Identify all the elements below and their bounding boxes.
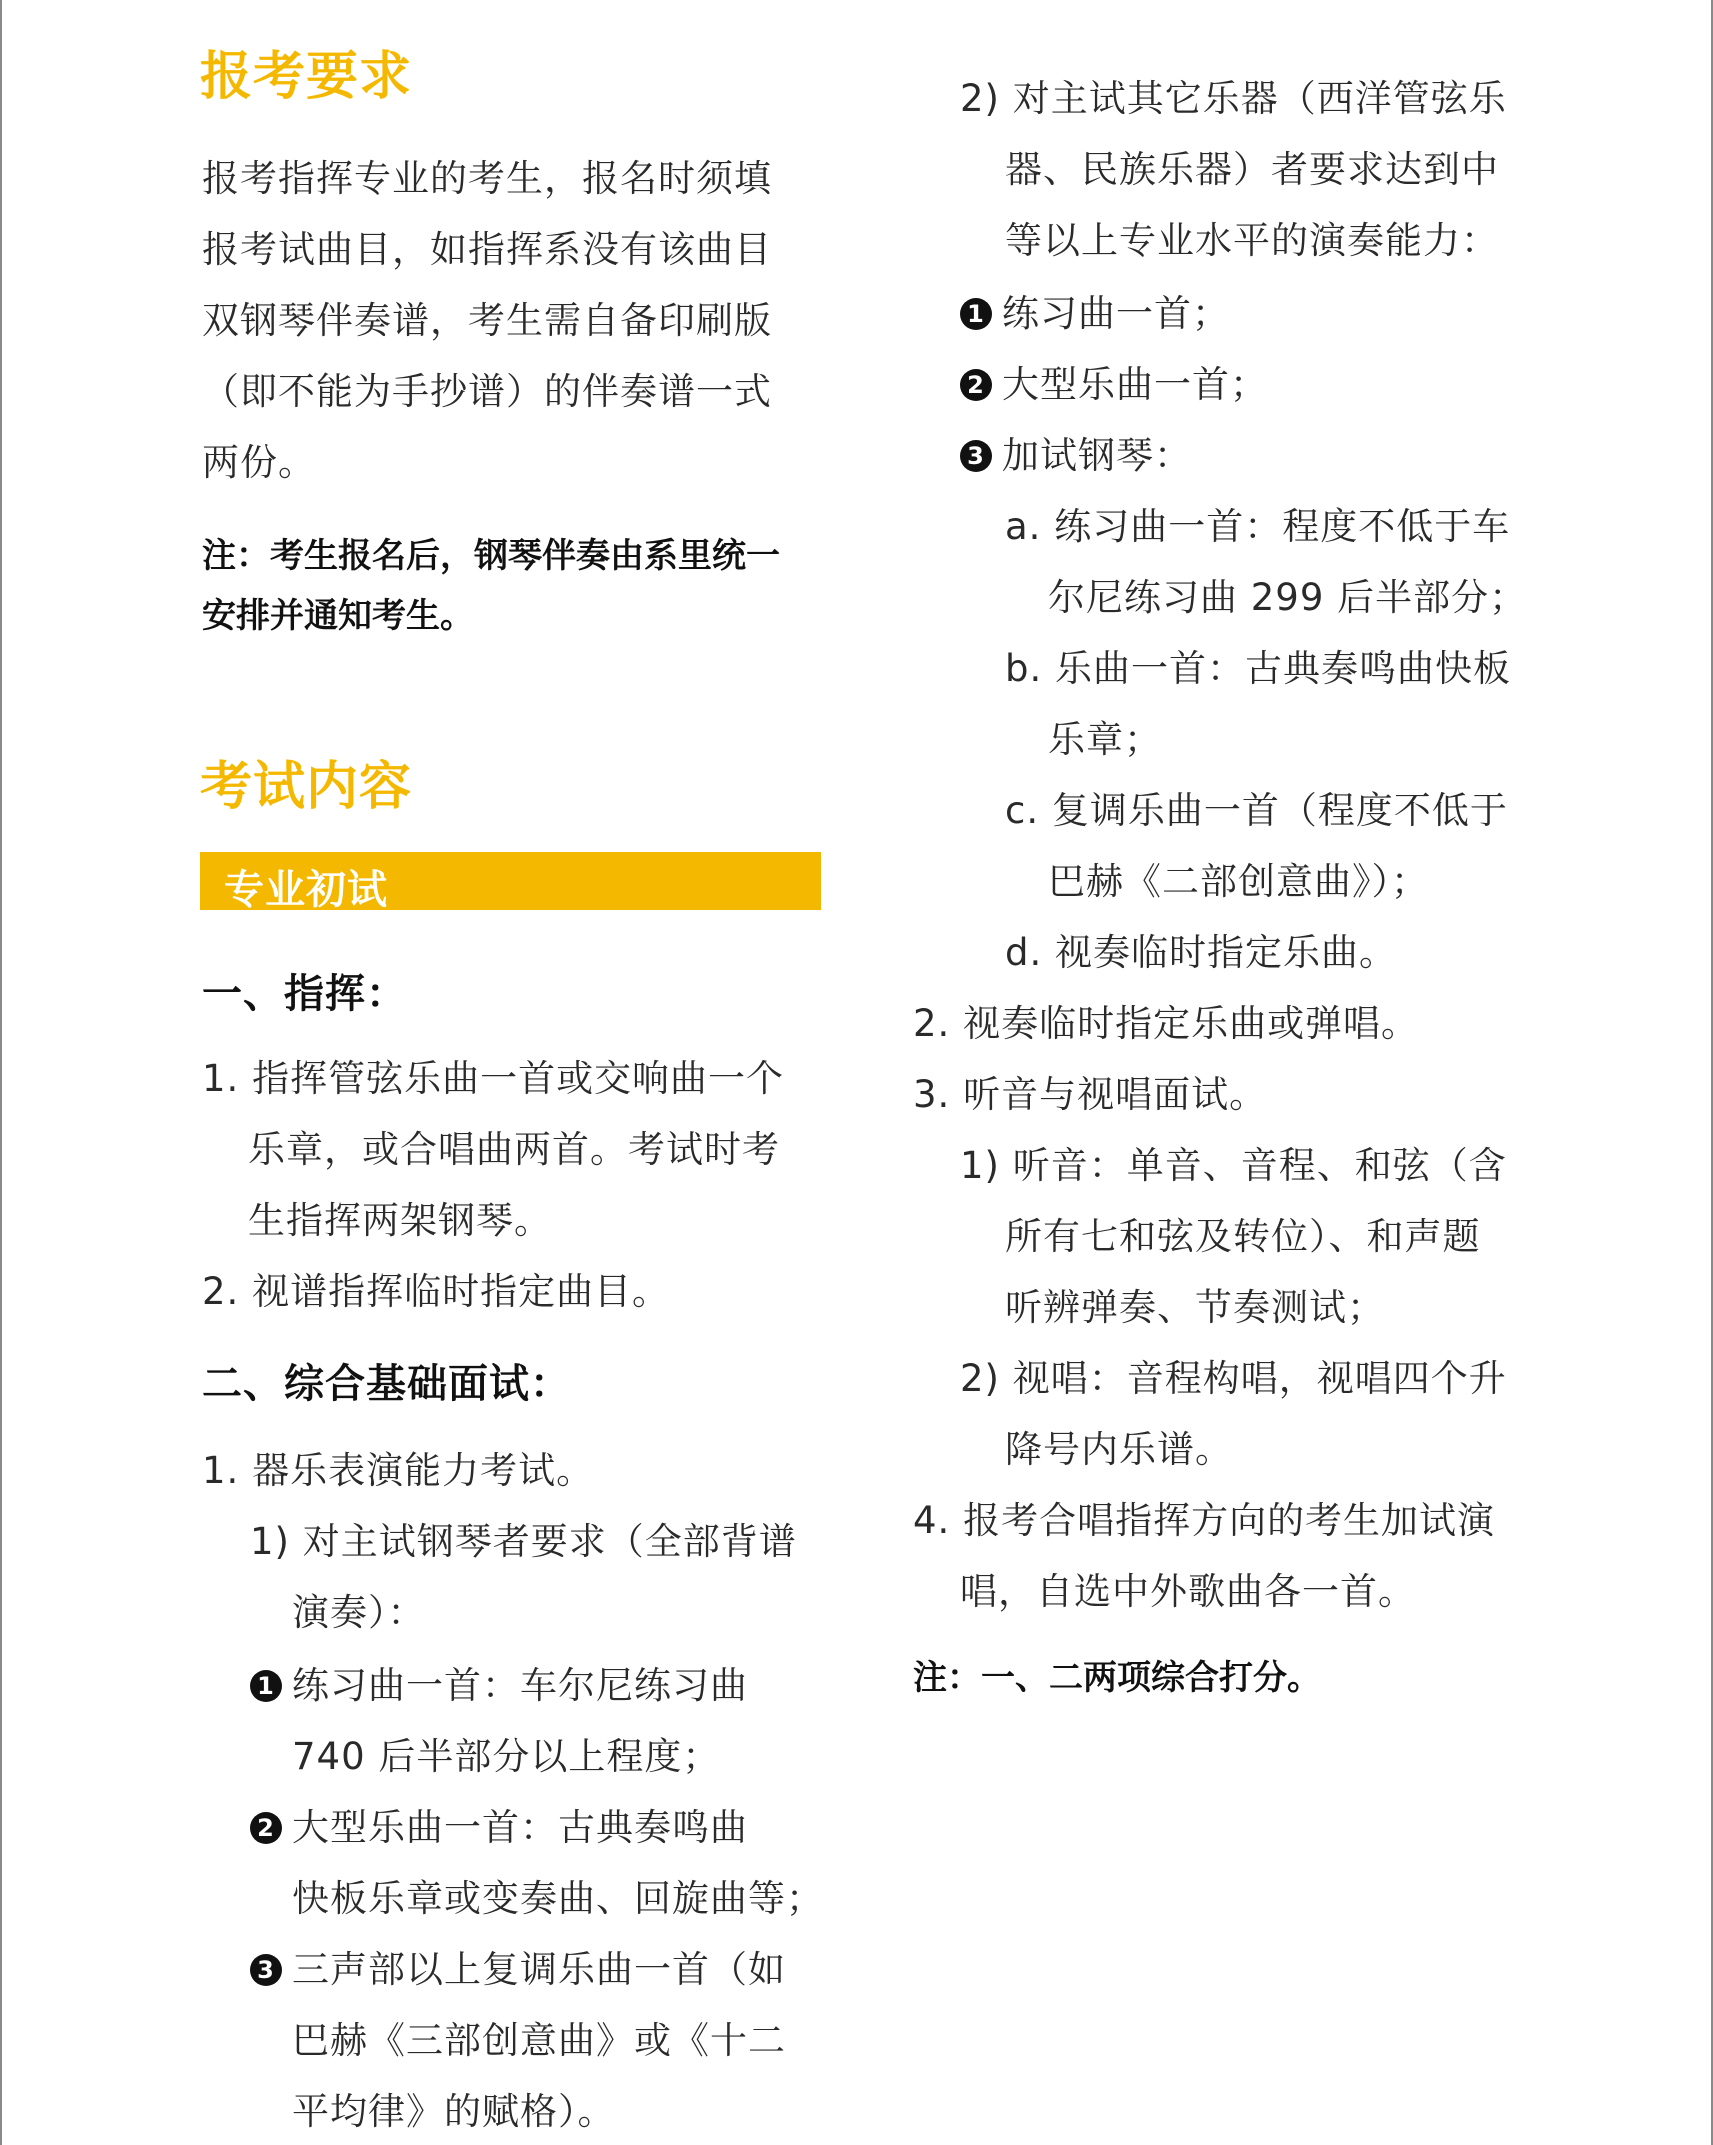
piano-requirement-line-1: 1) 对主试钢琴者要求（全部背谱 — [250, 1520, 797, 1563]
scoring-note: 注：一、二两项综合打分。 — [913, 1658, 1321, 1698]
piano-extra-b-line-1: b. 乐曲一首：古典奏鸣曲快板 — [1005, 647, 1512, 690]
piano-item-3-line-1: 3 三声部以上复调乐曲一首（如 — [250, 1939, 786, 1993]
other-instrument-line-3: 等以上专业水平的演奏能力： — [1005, 219, 1499, 262]
requirements-line-3: 双钢琴伴奏谱，考生需自备印刷版 — [202, 299, 772, 342]
requirements-note-line-1: 注：考生报名后，钢琴伴奏由系里统一 — [202, 536, 780, 576]
page-left-edge — [0, 0, 2, 2145]
banner-preliminary-label: 专业初试 — [224, 867, 388, 913]
piano-item-1-line-1: 1 练习曲一首：车尔尼练习曲 — [250, 1655, 748, 1709]
piano-extra-b-line-2: 乐章； — [1048, 718, 1162, 761]
conducting-item-2: 2. 视谱指挥临时指定曲目。 — [202, 1270, 671, 1313]
piano-item-3-line-2: 巴赫《三部创意曲》或《十二 — [292, 2019, 786, 2062]
comprehensive-item-2: 2. 视奏临时指定乐曲或弹唱。 — [913, 1002, 1420, 1045]
conducting-item-1-line-3: 生指挥两架钢琴。 — [248, 1199, 552, 1242]
sight-singing-line-1: 2) 视唱：音程构唱，视唱四个升 — [960, 1357, 1507, 1400]
number-one-icon: 1 — [960, 298, 992, 330]
number-two-icon: 2 — [250, 1812, 282, 1844]
ear-training-line-2: 所有七和弦及转位）、和声题 — [1005, 1215, 1481, 1258]
comprehensive-item-3: 3. 听音与视唱面试。 — [913, 1073, 1268, 1116]
ear-training-line-3: 听辨弹奏、节奏测试； — [1005, 1286, 1385, 1329]
requirements-line-2: 报考试曲目，如指挥系没有该曲目 — [202, 228, 772, 271]
requirements-line-5: 两份。 — [202, 441, 316, 484]
comprehensive-item-1: 1. 器乐表演能力考试。 — [202, 1449, 595, 1492]
other-instrument-line-2: 器、民族乐器）者要求达到中 — [1005, 148, 1499, 191]
comprehensive-item-4-line-2: 唱，自选中外歌曲各一首。 — [960, 1570, 1416, 1613]
section-title-requirements: 报考要求 — [200, 47, 413, 107]
number-one-icon: 1 — [250, 1670, 282, 1702]
conducting-item-1-line-1: 1. 指挥管弦乐曲一首或交响曲一个 — [202, 1057, 785, 1100]
piano-extra-a-line-2: 尔尼练习曲 299 后半部分； — [1048, 576, 1528, 619]
other-instrument-line-1: 2) 对主试其它乐器（西洋管弦乐 — [960, 77, 1507, 120]
number-two-icon: 2 — [960, 369, 992, 401]
piano-item-2-line-2: 快板乐章或变奏曲、回旋曲等； — [292, 1877, 824, 1920]
number-three-icon: 3 — [250, 1954, 282, 1986]
piano-extra-c-line-2: 巴赫《二部创意曲》）； — [1048, 860, 1429, 903]
piano-extra-d: d. 视奏临时指定乐曲。 — [1005, 931, 1398, 974]
requirements-note-line-2: 安排并通知考生。 — [202, 596, 474, 636]
heading-comprehensive: 二、综合基础面试： — [202, 1361, 571, 1407]
conducting-item-1-line-2: 乐章，或合唱曲两首。考试时考 — [248, 1128, 780, 1171]
piano-extra-a-line-1: a. 练习曲一首：程度不低于车 — [1005, 505, 1511, 548]
requirements-line-4: （即不能为手抄谱）的伴奏谱一式 — [202, 370, 772, 413]
instrument-item-2: 2 大型乐曲一首； — [960, 354, 1268, 408]
piano-item-2-line-1: 2 大型乐曲一首：古典奏鸣曲 — [250, 1797, 748, 1851]
sight-singing-line-2: 降号内乐谱。 — [1005, 1428, 1233, 1471]
piano-item-1-line-2: 740 后半部分以上程度； — [292, 1735, 721, 1778]
ear-training-line-1: 1) 听音：单音、音程、和弦（含 — [960, 1144, 1507, 1187]
banner-preliminary — [200, 852, 821, 913]
piano-extra-c-line-1: c. 复调乐曲一首（程度不低于 — [1005, 789, 1508, 832]
piano-item-3-line-3: 平均律》的赋格）。 — [292, 2090, 616, 2133]
heading-conducting: 一、指挥： — [202, 971, 407, 1017]
comprehensive-item-4-line-1: 4. 报考合唱指挥方向的考生加试演 — [913, 1499, 1496, 1542]
number-three-icon: 3 — [960, 440, 992, 472]
instrument-item-3: 3 加试钢琴： — [960, 425, 1192, 479]
section-title-content: 考试内容 — [200, 757, 413, 817]
requirements-line-1: 报考指挥专业的考生，报名时须填 — [202, 157, 772, 200]
instrument-item-1: 1 练习曲一首； — [960, 283, 1230, 337]
piano-requirement-line-2: 演奏）： — [292, 1591, 426, 1634]
